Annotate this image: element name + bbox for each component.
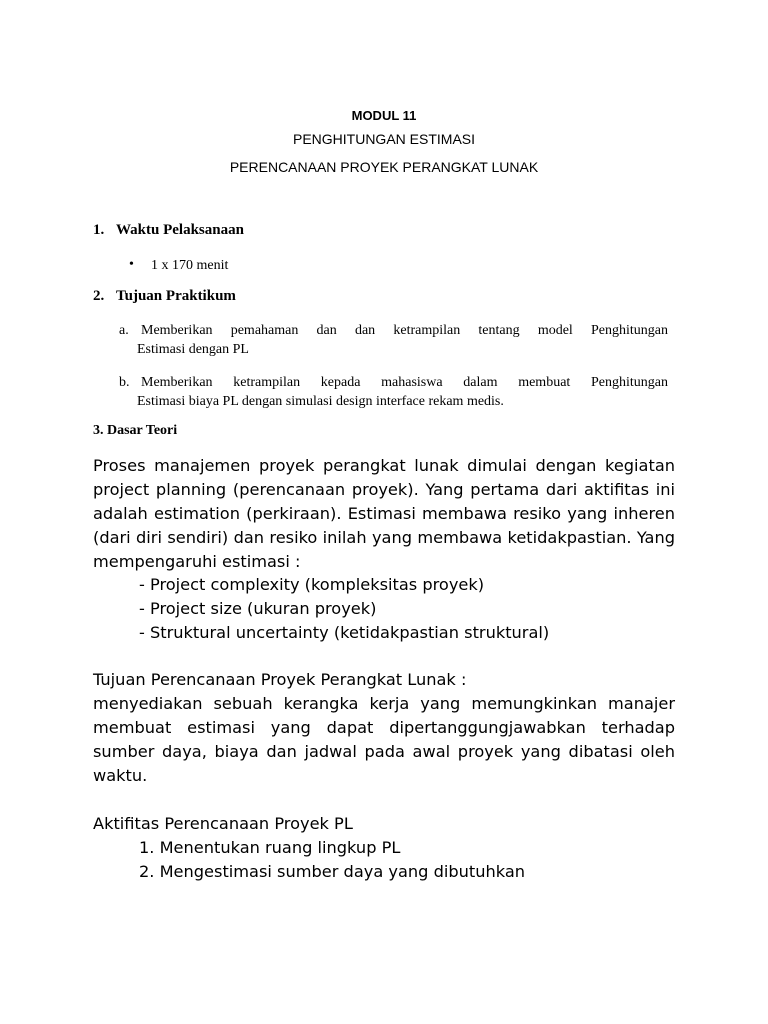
list-item-marker: b.: [119, 375, 130, 390]
section1-title: Waktu Pelaksanaan: [116, 222, 244, 238]
list-item-line: Estimasi biaya PL dengan simulasi design interface rekam medis.: [137, 394, 504, 409]
document-title: PENGHITUNGAN ESTIMASI: [292, 131, 476, 147]
list-item-line: Memberikan ketrampilan kepada mahasiswa dalam membuat Penghitungan: [141, 375, 668, 390]
factor-item: - Struktural uncertainty (ketidakpastian struktural): [139, 623, 550, 642]
list-item-marker: a.: [119, 323, 129, 338]
factor-item: - Project complexity (kompleksitas proyek): [139, 575, 485, 594]
document-subtitle: PERENCANAAN PROYEK PERANGKAT LUNAK: [229, 159, 539, 175]
bullet-icon: •: [129, 257, 134, 272]
activity-item: 2. Mengestimasi sumber daya yang dibutuhkan: [139, 862, 526, 881]
factor-item: - Project size (ukuran proyek): [139, 599, 377, 618]
section1-item: 1 x 170 menit: [151, 258, 229, 273]
module-label: MODUL 11: [351, 108, 417, 123]
activities-title: Aktifitas Perencanaan Proyek PL: [93, 814, 353, 833]
section2-number: 2.: [93, 288, 105, 304]
section1-number: 1.: [93, 222, 105, 238]
activity-item: 1. Menentukan ruang lingkup PL: [139, 838, 401, 857]
section3-title: 3. Dasar Teori: [93, 423, 178, 438]
section2-title: Tujuan Praktikum: [116, 288, 236, 304]
goal-paragraph: menyediakan sebuah kerangka kerja yang memungkinkan manajer membuat estimasi yang dapat dipertanggungjawabkan terhadap sumber daya, biaya dan jadwal pada awal proyek yang dibatasi oleh waktu.: [93, 694, 675, 785]
list-item-line: Estimasi dengan PL: [137, 342, 249, 357]
list-item-line: Memberikan pemahaman dan dan ketrampilan tentang model Penghitungan: [141, 323, 668, 338]
intro-paragraph: Proses manajemen proyek perangkat lunak dimulai dengan kegiatan project planning (perencanaan proyek). Yang pertama dari aktifitas ini adalah estimation (perkiraan). Estimasi membawa resiko yang inheren (dari diri sendiri) dan resiko inilah yang membawa ketidakpastian. Yang mempengaruhi estimasi :: [93, 456, 675, 571]
goal-title: Tujuan Perencanaan Proyek Perangkat Lunak :: [93, 670, 467, 689]
